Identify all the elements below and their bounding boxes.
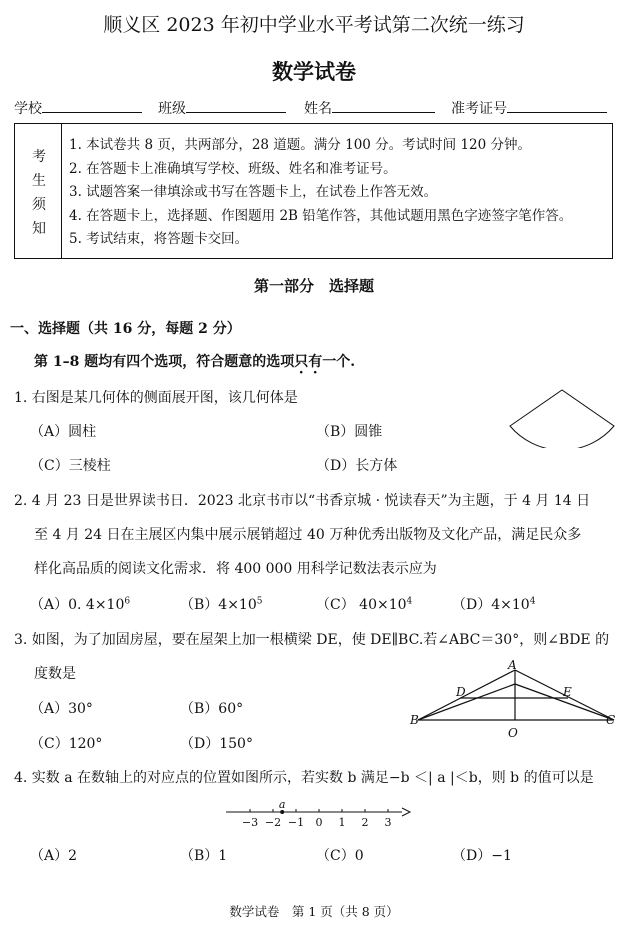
part-heading: 一、选择题（共 16 分，每题 2 分） (10, 321, 241, 337)
truss-inner-left (418, 684, 515, 720)
notice-label-char: 生 (32, 173, 46, 189)
q1-option-d[interactable]: （D）长方体 (316, 458, 398, 474)
q2-option-c-text: （C） 40×10 (316, 597, 407, 613)
number-line-tick-label: 2 (361, 816, 369, 829)
q1-option-c[interactable]: （C）三棱柱 (30, 458, 111, 474)
field-exam-id-blank[interactable] (507, 98, 607, 113)
number-line-tick-label: 3 (384, 816, 392, 829)
q1-sector-figure (506, 388, 618, 448)
q3-line-2: 度数是 (34, 666, 76, 682)
field-class-label: 班级 (158, 101, 186, 117)
section-title: 第一部分 选择题 (253, 277, 374, 295)
q3-line-1: 3. 如图，为了加固房屋，要在屋架上加一根横梁 DE，使 DE∥BC.若∠ABC＝30°，则∠BDE 的 (14, 632, 610, 648)
notice-item: 2. 在答题卡上准确填写学校、班级、姓名和准考证号。 (69, 160, 397, 177)
label-e: E (563, 685, 572, 699)
field-exam-id (451, 98, 607, 118)
q2-option-b-exp: 5 (256, 596, 263, 607)
instruction-pre: 第 1–8 题均有四个选项，符合题意的选项 (34, 354, 295, 370)
q4-option-c[interactable]: （C）0 (316, 848, 364, 864)
field-name (304, 98, 435, 118)
notice-item: 3. 试题答案一律填涂或书写在答题卡上，在试卷上作答无效。 (69, 184, 438, 200)
number-line-tick-label: −2 (264, 816, 282, 829)
q2-option-b[interactable] (180, 594, 262, 614)
q2-line-1: 2. 4 月 23 日是世界读书日．2023 北京书市以“书香京城 · 悦读春天”为主题，于 4 月 14 日 (14, 493, 591, 509)
q2-option-a-exp: 6 (124, 596, 131, 607)
field-class (158, 98, 286, 118)
q2-option-b-text: （B）4×10 (180, 597, 257, 613)
q2-option-a-text: （A）0. 4×10 (30, 597, 125, 613)
q4-option-b[interactable]: （B）1 (180, 848, 228, 864)
number-line-tick-label: 0 (315, 816, 323, 829)
notice-label-char: 知 (32, 221, 46, 237)
notice-label-char: 考 (32, 149, 46, 165)
q2-line-2: 至 4 月 24 日在主展区内集中展示展销超过 40 万种优秀出版物及文化产品，满足民众多 (34, 527, 582, 543)
field-school (14, 98, 142, 118)
label-a: A (508, 660, 517, 672)
q3-option-c[interactable]: （C）120° (30, 736, 103, 752)
field-school-label: 学校 (14, 101, 42, 117)
notice-label-char: 须 (32, 197, 46, 213)
q3-option-d[interactable]: （D）150° (180, 736, 253, 752)
notice-list (69, 134, 572, 252)
number-line-tick-label: −3 (241, 816, 259, 829)
field-name-label: 姓名 (304, 101, 332, 117)
field-class-blank[interactable] (186, 98, 286, 113)
q2-line-3: 样化高品质的阅读文化需求．将 400 000 用科学记数法表示应为 (34, 561, 437, 577)
label-c: C (606, 713, 616, 727)
q4-option-d[interactable]: （D）−1 (452, 848, 512, 864)
q2-option-c-exp: 4 (406, 596, 413, 607)
q1-option-a[interactable]: （A）圆柱 (30, 424, 97, 440)
notice-label (15, 124, 62, 258)
q2-option-d-text: （D）4×10 (452, 597, 530, 613)
q2-option-d[interactable] (452, 594, 535, 614)
field-name-blank[interactable] (332, 98, 435, 113)
field-school-blank[interactable] (42, 98, 142, 113)
q2-option-d-exp: 4 (529, 596, 536, 607)
q3-option-b[interactable]: （B）60° (180, 701, 244, 717)
q3-option-a[interactable]: （A）30° (30, 701, 93, 717)
notice-item: 1. 本试卷共 8 页，共两部分，28 道题。满分 100 分。考试时间 120 分钟。 (69, 137, 532, 153)
exam-subtitle: 数学试卷 (272, 59, 356, 84)
label-d: D (456, 685, 466, 699)
q4-number-line (222, 798, 412, 832)
q4-stem: 4. 实数 a 在数轴上的对应点的位置如图所示，若实数 b 满足−b ＜| a |＜b，则 b 的值可以是 (14, 770, 594, 786)
q1-option-b[interactable]: （B）圆锥 (316, 424, 383, 440)
notice-item: 5. 考试结束，将答题卡交回。 (69, 231, 249, 247)
q3-truss-figure (408, 660, 622, 742)
instruction-post: 一个. (322, 354, 356, 370)
q1-stem: 1. 右图是某几何体的侧面展开图，该几何体是 (14, 390, 298, 406)
notice-box (14, 123, 613, 259)
instruction (34, 351, 355, 371)
q2-option-c[interactable] (316, 594, 412, 614)
label-o: O (508, 726, 518, 740)
page-footer: 数学试卷 第 1 页（共 8 页） (229, 904, 399, 919)
exam-title: 顺义区 2023 年初中学业水平考试第二次统一练习 (103, 14, 525, 36)
q4-option-a[interactable]: （A）2 (30, 848, 78, 864)
field-exam-id-label: 准考证号 (451, 101, 507, 117)
number-line-tick-label: −1 (287, 816, 305, 829)
number-line-tick-label: 1 (338, 816, 346, 829)
q2-option-a[interactable] (30, 594, 130, 614)
emphasis-char: 有 (308, 354, 323, 370)
notice-item: 4. 在答题卡上，选择题、作图题用 2B 铅笔作答，其他试题用黑色字迹签字笔作答。 (69, 207, 573, 224)
truss-rafter-left (418, 670, 515, 720)
emphasis-char: 只 (294, 354, 309, 370)
sector-shape (510, 390, 614, 448)
label-b: B (410, 713, 419, 727)
number-line-label-a: a (278, 798, 286, 811)
number-line-arrow (402, 808, 410, 816)
